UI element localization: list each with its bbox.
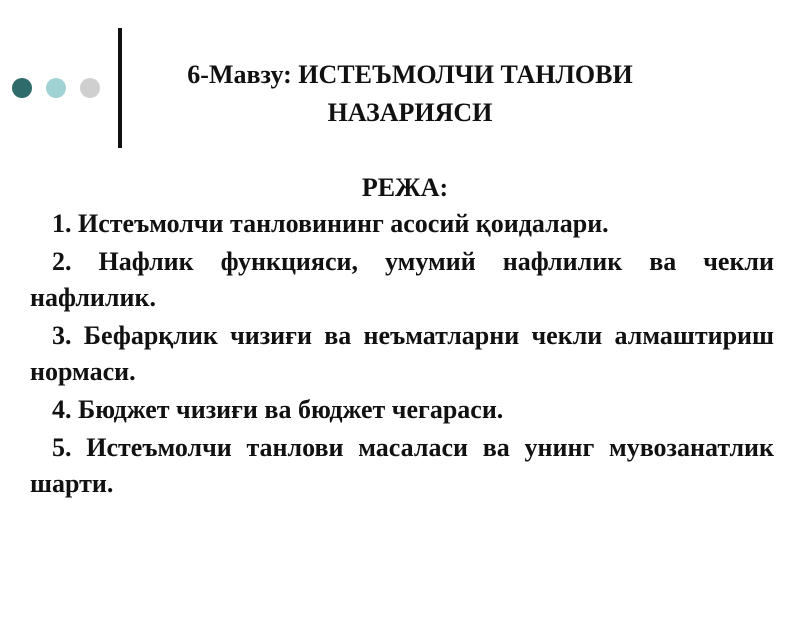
decor-dot-dark xyxy=(12,78,32,98)
plan-item-3: 3. Бефарқлик чизиғи ва неъматларни чекли алмаштириш нормаси. xyxy=(30,321,774,386)
plan-heading: РЕЖА: xyxy=(361,173,449,202)
title-divider xyxy=(118,28,122,148)
decor-dot-gray xyxy=(80,78,100,98)
slide-title-line-2: НАЗАРИЯСИ xyxy=(327,98,493,127)
plan-item-1: 1. Истеъмолчи танловининг асосий қоидалари. xyxy=(52,209,609,238)
plan-item-2: 2. Нафлик функцияси, умумий нафлилик ва чекли нафлилик. xyxy=(30,247,774,312)
slide-title xyxy=(130,56,690,132)
plan-list xyxy=(30,206,774,504)
plan-item-4: 4. Бюджет чизиғи ва бюджет чегараси. xyxy=(52,395,504,424)
plan-item-5: 5. Истеъмолчи танлови масаласи ва унинг мувозанатлик шарти. xyxy=(30,433,774,498)
decor-dot-light xyxy=(46,78,66,98)
slide-title-line-1: 6-Мавзу: ИСТЕЪМОЛЧИ ТАНЛОВИ xyxy=(187,60,633,89)
